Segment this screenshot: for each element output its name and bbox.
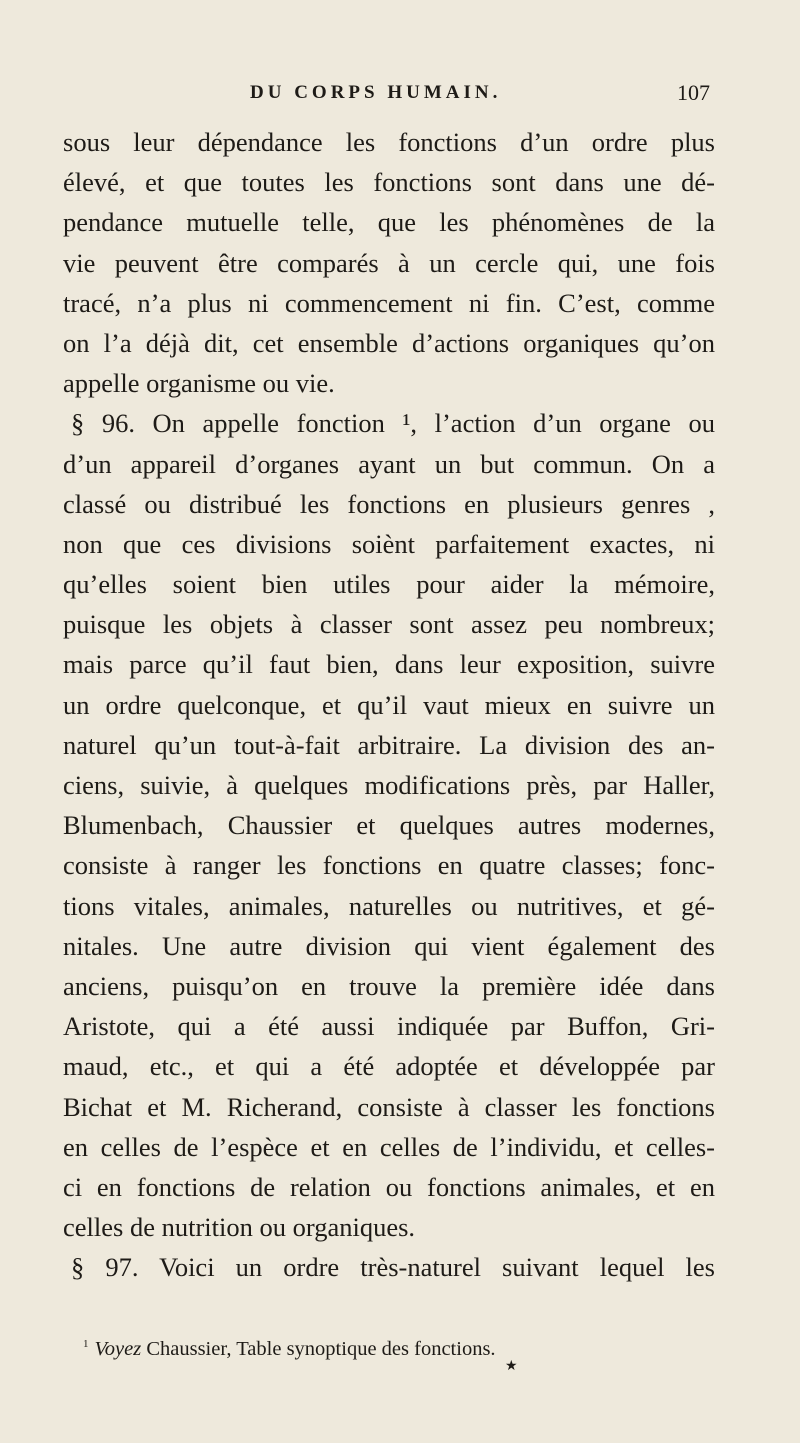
text-line: mais parce qu’il faut bien, dans leur exposition, suivre bbox=[63, 649, 715, 680]
text-line: qu’elles soient bien utiles pour aider la mémoire, bbox=[63, 569, 715, 600]
text-line: § 96. On appelle fonction ¹, l’action d’un organe ou bbox=[71, 408, 715, 439]
text-line: Aristote, qui a été aussi indiquée par Buffon, Gri- bbox=[63, 1011, 715, 1042]
text-line: ciens, suivie, à quelques modifications près, par Haller, bbox=[63, 770, 715, 800]
text-line: ci en fonctions de relation ou fonctions animales, et en bbox=[63, 1171, 715, 1202]
text-line: puisque les objets à classer sont assez peu nombreux; bbox=[63, 609, 715, 640]
text-line: maud, etc., et qui a été adoptée et développée par bbox=[63, 1051, 715, 1082]
text-line: élevé, et que toutes les fonctions sont dans une dé- bbox=[63, 167, 715, 198]
text-line: nitales. Une autre division qui vient également des bbox=[63, 930, 715, 961]
text-line: tions vitales, animales, naturelles ou nutritives, et gé- bbox=[63, 890, 715, 921]
text-line: § 97. Voici un ordre très-naturel suivant lequel les bbox=[71, 1252, 715, 1283]
signature-star-icon: ★ bbox=[505, 1358, 518, 1374]
footnote bbox=[83, 1330, 723, 1363]
body-text bbox=[63, 122, 715, 1287]
text-line: d’un appareil d’organes ayant un but commun. On a bbox=[63, 448, 715, 479]
footnote-text: Chaussier, Table synoptique des fonctions. bbox=[141, 1337, 496, 1360]
text-line: non que ces divisions soiènt parfaitement exactes, ni bbox=[63, 528, 715, 559]
text-line: sous leur dépendance les fonctions d’un ordre plus bbox=[63, 127, 715, 157]
running-head: DU CORPS HUMAIN. bbox=[250, 82, 502, 103]
text-line: appelle organisme ou vie. bbox=[63, 368, 335, 399]
text-line: Blumenbach, Chaussier et quelques autres modernes, bbox=[63, 810, 715, 841]
text-line: pendance mutuelle telle, que les phénomènes de la bbox=[63, 207, 715, 238]
text-line: celles de nutrition ou organiques. bbox=[63, 1212, 416, 1243]
text-line: vie peuvent être comparés à un cercle qui, une fois bbox=[63, 247, 715, 278]
text-line: consiste à ranger les fonctions en quatre classes; fonc- bbox=[63, 850, 715, 881]
text-line: un ordre quelconque, et qu’il vaut mieux en suivre un bbox=[63, 689, 715, 720]
text-line: classé ou distribué les fonctions en plusieurs genres , bbox=[63, 488, 715, 519]
text-line: naturel qu’un tout-à-fait arbitraire. La division des an- bbox=[63, 729, 715, 760]
text-line: Bichat et M. Richerand, consiste à classer les fonctions bbox=[63, 1091, 715, 1122]
page-number: 107 bbox=[677, 80, 710, 105]
text-line: on l’a déjà dit, cet ensemble d’actions organiques qu’on bbox=[63, 327, 715, 358]
footnote-marker: 1 bbox=[83, 1338, 89, 1350]
text-line: tracé, n’a plus ni commencement ni fin. C’est, comme bbox=[63, 287, 715, 318]
footnote-italic: Voyez bbox=[94, 1337, 142, 1360]
text-line: en celles de l’espèce et en celles de l’individu, et celles- bbox=[63, 1131, 715, 1162]
text-line: anciens, puisqu’on en trouve la première idée dans bbox=[63, 970, 715, 1001]
